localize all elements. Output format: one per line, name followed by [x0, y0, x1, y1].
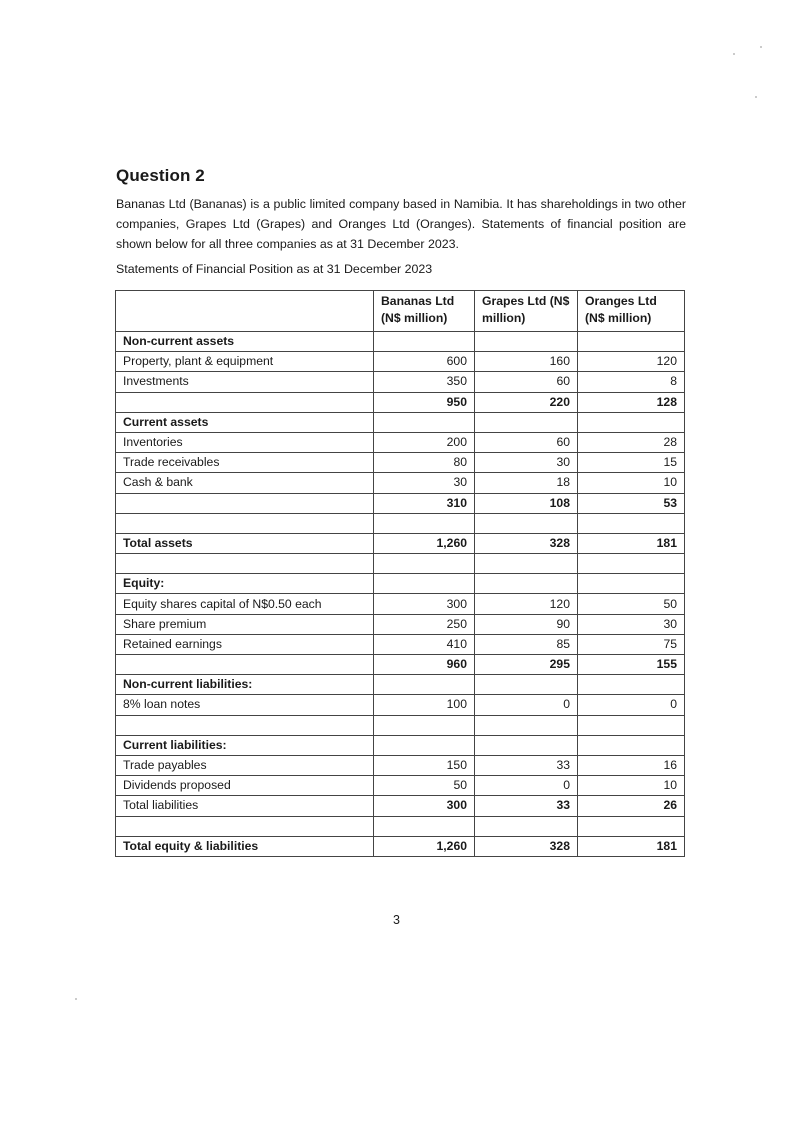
- row-label: Total liabilities: [116, 796, 374, 816]
- table-caption: Statements of Financial Position as at 31 December 2023: [116, 262, 433, 276]
- table-row: [116, 634, 685, 654]
- value-bananas: 300: [374, 594, 475, 614]
- row-label: Total equity & liabilities: [116, 836, 374, 856]
- value-grapes: 328: [475, 836, 578, 856]
- value-oranges: 128: [578, 392, 685, 412]
- row-label: [116, 392, 374, 412]
- table-row: [116, 574, 685, 594]
- value-grapes: 0: [475, 695, 578, 715]
- value-oranges: [578, 715, 685, 735]
- value-grapes: 108: [475, 493, 578, 513]
- value-grapes: 60: [475, 432, 578, 452]
- table-row: [116, 554, 685, 574]
- value-oranges: 181: [578, 836, 685, 856]
- financial-position-table: [115, 290, 685, 857]
- row-label: [116, 655, 374, 675]
- value-bananas: 250: [374, 614, 475, 634]
- table-row: [116, 594, 685, 614]
- value-oranges: 155: [578, 655, 685, 675]
- row-label: Equity shares capital of N$0.50 each: [116, 594, 374, 614]
- table-row: [116, 836, 685, 856]
- value-bananas: 350: [374, 372, 475, 392]
- value-bananas: [374, 735, 475, 755]
- table-row: [116, 453, 685, 473]
- value-bananas: 200: [374, 432, 475, 452]
- value-bananas: [374, 513, 475, 533]
- value-oranges: 30: [578, 614, 685, 634]
- table-row: [116, 412, 685, 432]
- table-row: [116, 655, 685, 675]
- table-row: [116, 533, 685, 553]
- value-grapes: 160: [475, 352, 578, 372]
- row-label: Trade payables: [116, 755, 374, 775]
- value-grapes: [475, 332, 578, 352]
- row-label: [116, 554, 374, 574]
- row-label: Trade receivables: [116, 453, 374, 473]
- table-row: [116, 735, 685, 755]
- value-oranges: 16: [578, 755, 685, 775]
- value-grapes: [475, 412, 578, 432]
- value-bananas: 950: [374, 392, 475, 412]
- table-row: [116, 695, 685, 715]
- value-grapes: 33: [475, 796, 578, 816]
- value-grapes: 18: [475, 473, 578, 493]
- table-row: [116, 755, 685, 775]
- value-oranges: 28: [578, 432, 685, 452]
- scan-speck: [755, 96, 757, 98]
- value-bananas: 80: [374, 453, 475, 473]
- scan-speck: [733, 53, 735, 55]
- value-oranges: 181: [578, 533, 685, 553]
- row-label: Equity:: [116, 574, 374, 594]
- row-label: Share premium: [116, 614, 374, 634]
- value-grapes: [475, 816, 578, 836]
- value-oranges: [578, 412, 685, 432]
- table-header-row: [116, 291, 685, 332]
- value-bananas: [374, 675, 475, 695]
- scan-speck: [760, 46, 762, 48]
- value-oranges: 120: [578, 352, 685, 372]
- intro-paragraph: Bananas Ltd (Bananas) is a public limited company based in Namibia. It has shareholdings in two other companies, Grapes Ltd (Grapes) and Oranges Ltd (Oranges). Statements of financial position are shown below for all three companies as at 31 December 2023.: [116, 197, 686, 251]
- value-grapes: 85: [475, 634, 578, 654]
- value-oranges: [578, 574, 685, 594]
- table-row: [116, 473, 685, 493]
- value-bananas: 50: [374, 776, 475, 796]
- value-oranges: [578, 513, 685, 533]
- value-bananas: 150: [374, 755, 475, 775]
- value-bananas: [374, 715, 475, 735]
- value-grapes: 33: [475, 755, 578, 775]
- row-label: Inventories: [116, 432, 374, 452]
- table-row: [116, 513, 685, 533]
- value-grapes: 295: [475, 655, 578, 675]
- row-label: Dividends proposed: [116, 776, 374, 796]
- row-label: [116, 493, 374, 513]
- row-label: Non-current liabilities:: [116, 675, 374, 695]
- value-bananas: [374, 816, 475, 836]
- value-grapes: [475, 574, 578, 594]
- row-label: Current assets: [116, 412, 374, 432]
- question-title: Question 2: [116, 166, 205, 185]
- value-grapes: 60: [475, 372, 578, 392]
- table-body: [116, 332, 685, 857]
- row-label: Retained earnings: [116, 634, 374, 654]
- value-oranges: [578, 332, 685, 352]
- value-oranges: 15: [578, 453, 685, 473]
- row-label: [116, 816, 374, 836]
- table-row: [116, 715, 685, 735]
- value-grapes: 0: [475, 776, 578, 796]
- value-bananas: [374, 554, 475, 574]
- value-grapes: [475, 675, 578, 695]
- value-grapes: [475, 513, 578, 533]
- row-label: Cash & bank: [116, 473, 374, 493]
- value-oranges: [578, 675, 685, 695]
- table-row: [116, 776, 685, 796]
- value-oranges: 0: [578, 695, 685, 715]
- table-row: [116, 796, 685, 816]
- header-oranges: Oranges Ltd (N$ million): [578, 291, 685, 332]
- value-oranges: [578, 816, 685, 836]
- row-label: 8% loan notes: [116, 695, 374, 715]
- value-bananas: 600: [374, 352, 475, 372]
- scan-speck: [75, 998, 77, 1000]
- row-label: Property, plant & equipment: [116, 352, 374, 372]
- value-grapes: [475, 735, 578, 755]
- table-row: [116, 614, 685, 634]
- table-row: [116, 675, 685, 695]
- row-label: Current liabilities:: [116, 735, 374, 755]
- table-row: [116, 816, 685, 836]
- table-row: [116, 493, 685, 513]
- value-bananas: [374, 574, 475, 594]
- value-bananas: 300: [374, 796, 475, 816]
- header-grapes: Grapes Ltd (N$ million): [475, 291, 578, 332]
- value-bananas: [374, 412, 475, 432]
- value-grapes: 90: [475, 614, 578, 634]
- value-grapes: 30: [475, 453, 578, 473]
- value-bananas: 1,260: [374, 533, 475, 553]
- value-grapes: 328: [475, 533, 578, 553]
- value-grapes: 220: [475, 392, 578, 412]
- value-bananas: 960: [374, 655, 475, 675]
- row-label: Non-current assets: [116, 332, 374, 352]
- table-row: [116, 432, 685, 452]
- page-number: 3: [393, 913, 400, 927]
- value-oranges: [578, 554, 685, 574]
- table-row: [116, 332, 685, 352]
- value-bananas: 100: [374, 695, 475, 715]
- header-label-column: [116, 291, 374, 332]
- value-grapes: [475, 715, 578, 735]
- value-grapes: [475, 554, 578, 574]
- value-oranges: 53: [578, 493, 685, 513]
- table-row: [116, 352, 685, 372]
- table-row: [116, 392, 685, 412]
- value-oranges: 75: [578, 634, 685, 654]
- row-label: [116, 513, 374, 533]
- value-oranges: 8: [578, 372, 685, 392]
- value-bananas: 30: [374, 473, 475, 493]
- table-row: [116, 372, 685, 392]
- value-bananas: [374, 332, 475, 352]
- row-label: Investments: [116, 372, 374, 392]
- value-oranges: 50: [578, 594, 685, 614]
- value-oranges: 10: [578, 776, 685, 796]
- value-bananas: 310: [374, 493, 475, 513]
- value-bananas: 1,260: [374, 836, 475, 856]
- header-bananas: Bananas Ltd (N$ million): [374, 291, 475, 332]
- row-label: [116, 715, 374, 735]
- value-oranges: [578, 735, 685, 755]
- value-oranges: 26: [578, 796, 685, 816]
- value-bananas: 410: [374, 634, 475, 654]
- row-label: Total assets: [116, 533, 374, 553]
- value-grapes: 120: [475, 594, 578, 614]
- value-oranges: 10: [578, 473, 685, 493]
